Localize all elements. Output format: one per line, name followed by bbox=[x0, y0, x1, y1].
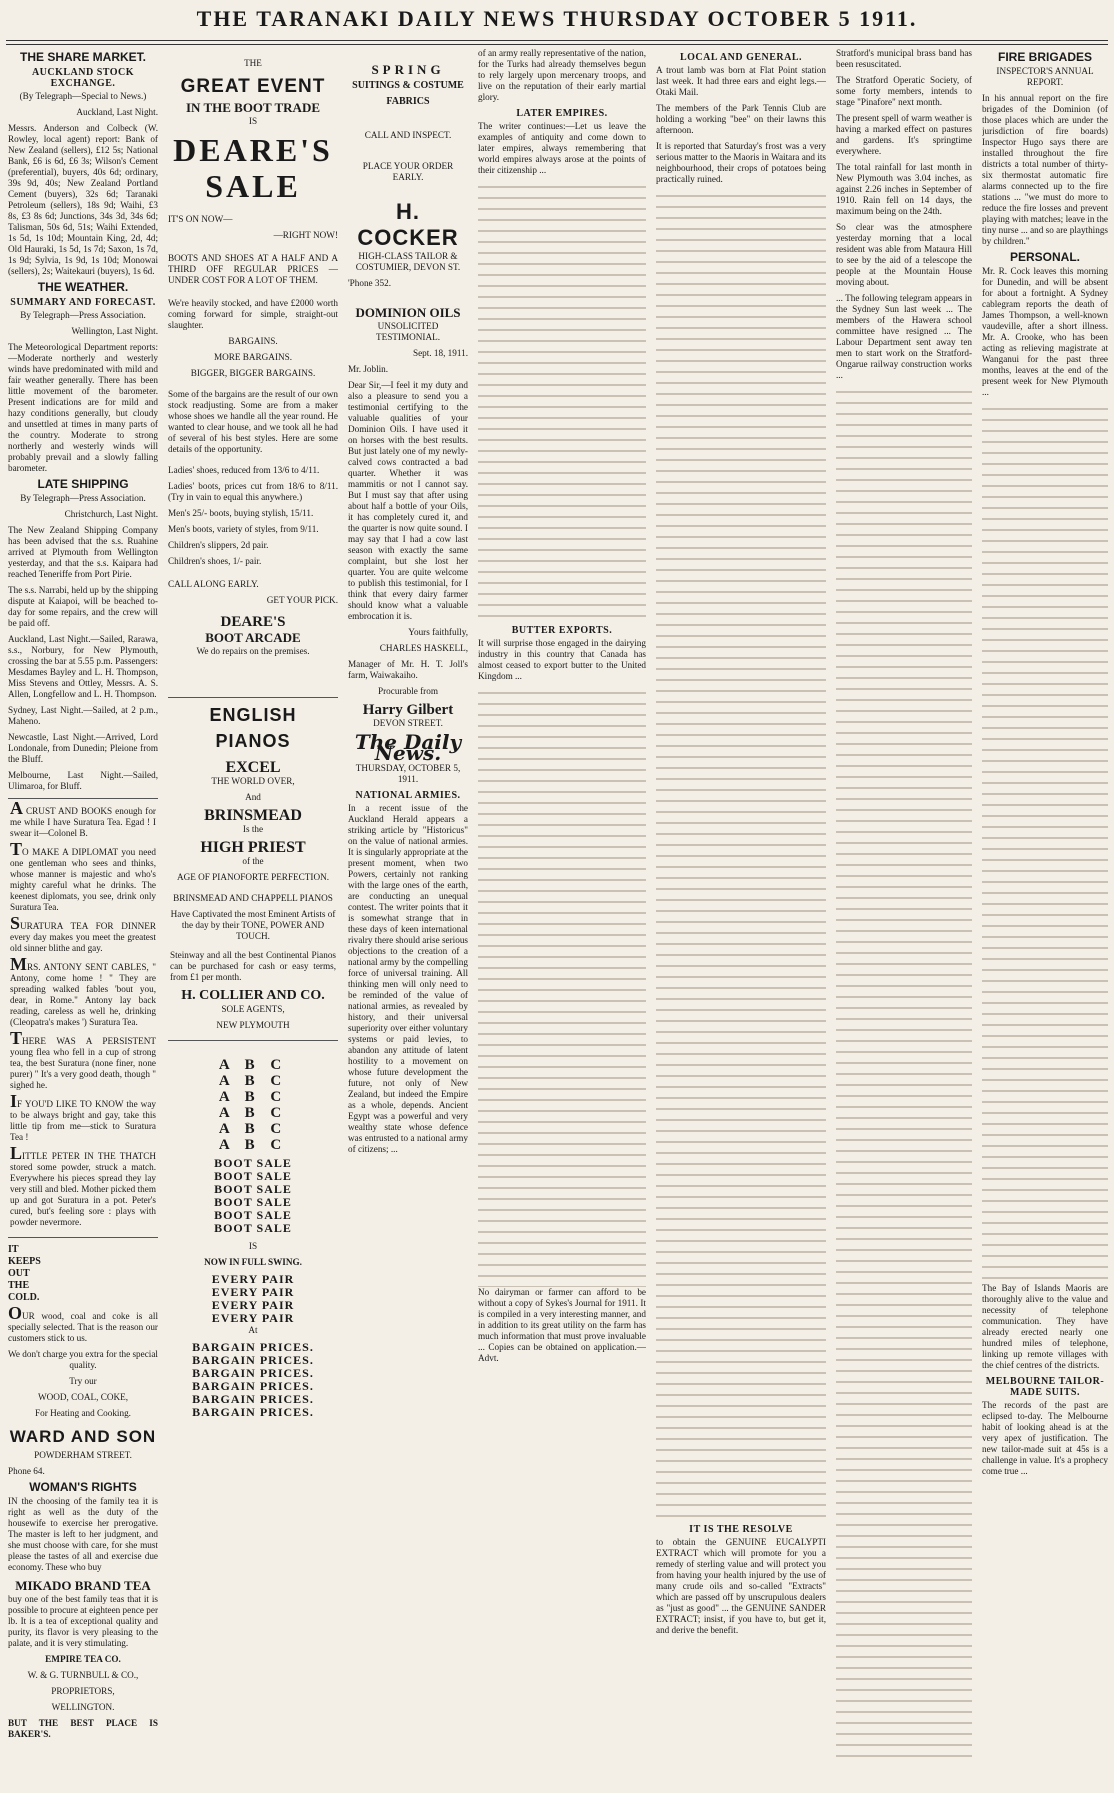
later-empires-body: The writer continues:—Let us leave the examples of antiquity and come down to later empires, always remembering that world empires always arose at the points of their citizenship ... bbox=[478, 121, 646, 175]
column-1 bbox=[8, 48, 158, 1786]
price-item: Ladies' shoes, reduced from 13/6 to 4/11. bbox=[168, 465, 320, 475]
stocked-note: We're heavily stocked, and have £2000 worth coming forward for simple, straight-out slaughter. bbox=[168, 298, 338, 330]
bargains: BARGAINS. bbox=[228, 336, 278, 346]
cocker-name: H. COCKER bbox=[357, 199, 459, 250]
article-text-block bbox=[656, 190, 826, 1520]
harry-gilbert: Harry Gilbert bbox=[362, 702, 454, 718]
personal-heading: PERSONAL. bbox=[1009, 250, 1080, 264]
get-pick: GET YOUR PICK. bbox=[266, 595, 338, 605]
local-item: It is reported that Saturday's frost was a very serious matter to the Maoris in Waitara and its neighbourhood, their crops of potatoes being practically ruined. bbox=[656, 141, 826, 184]
melbourne-suits-body: The records of the past are eclipsed to-day. The Melbourne habit of looking ahead is at the very apex of justification. The new tailor-made suit at 45s is a challenge in value. It's a prophecy come true ... bbox=[982, 1400, 1108, 1476]
later-empires-heading: LATER EMPIRES. bbox=[516, 108, 608, 119]
butter-exports-heading: BUTTER EXPORTS. bbox=[511, 625, 613, 636]
local-item: So clear was the atmosphere yesterday morning that a local resident was able from Mataura Hill to see by the aid of a telescope the people at the Mountain House moving about. bbox=[836, 222, 972, 287]
empire-tea: EMPIRE TEA CO. bbox=[45, 1654, 121, 1664]
abc-line: A B C bbox=[218, 1089, 288, 1105]
steinway: Steinway and all the best Continental Pianos can be purchased for cash or easy terms, from £1 per month. bbox=[170, 950, 336, 982]
english-pianos: ENGLISH PIANOS bbox=[209, 705, 297, 751]
boot-sale-line: BOOT SALE bbox=[214, 1208, 292, 1222]
coal-ad-for: For Heating and Cooking. bbox=[35, 1408, 131, 1418]
boot-sale-stack bbox=[168, 1157, 338, 1235]
abc-stack bbox=[168, 1057, 338, 1153]
tea-ad: THERE WAS A PERSISTENT young flea who fell in a cup of strong tea, the best Suratura (none finer, none purer) " It's a very good death, though " sighed he. bbox=[10, 1028, 156, 1090]
world-over: THE WORLD OVER, bbox=[211, 776, 295, 786]
testimonial-signoff: Yours faithfully, bbox=[408, 627, 468, 637]
ward-phone: Phone 64. bbox=[8, 1466, 45, 1476]
tea-ad: SURATURA TEA FOR DINNER every day makes you meet the greatest old sinner blithe and gay. bbox=[10, 913, 156, 953]
abc-line: A B C bbox=[218, 1137, 288, 1153]
womans-rights-body: IN the choosing of the family tea it is right as well as the duty of the housewife to exercise her prerogative. The master is left to her judgment, and she must choose with care, for she must please the tastes of all and exercise due economy. These who buy bbox=[8, 1496, 158, 1572]
is-the: Is the bbox=[242, 824, 264, 834]
price-item: Ladies' boots, prices cut from 18/6 to 8/11. (Try in vain to equal this anywhere.) bbox=[168, 481, 338, 502]
mikado-brand: MIKADO BRAND TEA bbox=[15, 1578, 151, 1593]
shipping-heading: LATE SHIPPING bbox=[37, 477, 129, 491]
national-armies-body: In a recent issue of the Auckland Herald appears a striking article by "Historicus" on the value of national armies. It is singularly appropriate at the present moment, when two Powers, certainly not ranking with the large ones of the earth, are conducting an unequal contest. The writer points that it is somewhat strange that in these days of keen international rivalry there should arise serious objections to the creation of a national army by the compelling force of universal training. All thinking men will only need to be reminded of the value of national armies, as revealed by history, and their universal superiority over either voluntary systems or paid levies, to abandon any attitude of latent hostility to a movement on whose future development the future, not only of New Zealand, but indeed the Empire as a whole, depends. Ancient Egypt was a powerful and very wealthy state whose defence was entrusted to a national army of citizens; ... bbox=[348, 803, 468, 1154]
boot-sale-line: BOOT SALE bbox=[214, 1169, 292, 1183]
share-dateline: Auckland, Last Night. bbox=[76, 107, 158, 117]
boot-trade: IN THE BOOT TRADE bbox=[185, 100, 321, 115]
local-item: The present spell of warm weather is having a marked effect on pastures and gardens. It's springtime everywhere. bbox=[836, 113, 972, 156]
of-the: of the bbox=[242, 856, 264, 866]
testimonial-addressee: Mr. Joblin. bbox=[348, 364, 389, 374]
shipping-paragraph: Melbourne, Last Night.—Sailed, Ulimaroa, for Bluff. bbox=[8, 770, 158, 791]
column-7 bbox=[982, 48, 1108, 1786]
local-general-heading: LOCAL AND GENERAL. bbox=[679, 52, 803, 63]
boots-offer: BOOTS AND SHOES AT A HALF AND A THIRD OFF REGULAR PRICES — UNDER COST FOR A LOT OF THEM. bbox=[168, 253, 338, 285]
boot-sale-line: BOOT SALE bbox=[214, 1182, 292, 1196]
boot-sale-line: BOOT SALE bbox=[214, 1195, 292, 1209]
abc-line: A B C bbox=[218, 1105, 288, 1121]
arcade-subname: BOOT ARCADE bbox=[205, 630, 301, 645]
coal-ad-slogan: COLD. bbox=[8, 1292, 40, 1303]
column-5 bbox=[656, 48, 826, 1786]
tea-ad: A CRUST AND BOOKS enough for me while I have Suratura Tea. Egad ! I swear it—Colonel B. bbox=[10, 798, 156, 838]
local-item: ... The following telegram appears in the Sydney Sun last week ... The members of the Hawera school committee have resigned ... The Labour Department sent away ten men to start work on the Stratford-Ongarue railway construction works ... bbox=[836, 293, 972, 380]
sale-is: IS bbox=[248, 1241, 258, 1251]
bargain-price-line: BARGAIN PRICES. bbox=[192, 1366, 314, 1380]
cocker-phone: 'Phone 352. bbox=[348, 278, 391, 288]
shipping-paragraph: Sydney, Last Night.—Sailed, at 2 p.m., Maheno. bbox=[8, 705, 158, 726]
national-armies-heading: NATIONAL ARMIES. bbox=[355, 790, 461, 801]
share-market-heading: THE SHARE MARKET. bbox=[19, 50, 146, 64]
melbourne-suits-heading: MELBOURNE TAILOR-MADE SUITS. bbox=[985, 1376, 1105, 1398]
local-item: A trout lamb was born at Flat Point station last week. It had three ears and eight legs.—Otaki Mail. bbox=[656, 65, 826, 97]
suitings-heading: SUITINGS & COSTUME bbox=[352, 80, 464, 91]
coal-ad-items: WOOD, COAL, COKE, bbox=[37, 1392, 129, 1402]
every-pair-line: EVERY PAIR bbox=[211, 1311, 295, 1325]
editorial-dateline: THURSDAY, OCTOBER 5, 1911. bbox=[355, 763, 461, 784]
tea-ad: TO MAKE A DIPLOMAT you need one gentleman who sees and thinks, whose manner is majestic and who's mighty careful what he drinks. The keenest diplomats, you see, drink only Suratura Tea. bbox=[10, 839, 156, 912]
column-4 bbox=[478, 48, 646, 1786]
coal-ad-slogan: THE bbox=[8, 1280, 30, 1291]
column-2 bbox=[168, 48, 338, 1786]
price-item: Children's slippers, 2d pair. bbox=[168, 540, 269, 550]
armies-continued: of an army really representative of the nation, for the Turks had already themselves begun to rely largely upon mercenary troops, and live on the reputation of their early martial glory. bbox=[478, 48, 646, 102]
local-item: Stratford's municipal brass band has been resuscitated. bbox=[836, 48, 972, 69]
pianoforte-age: AGE OF PIANOFORTE PERFECTION. bbox=[176, 872, 330, 882]
suratura-ads bbox=[8, 798, 158, 1238]
abc-line: A B C bbox=[218, 1073, 288, 1089]
bay-of-islands: The Bay of Islands Maoris are thoroughly alive to the value and necessity of telephone communication. They have already erected nearly one hundred miles of telephone, linking up remote villages with the chief centres of the districts. bbox=[982, 1283, 1108, 1370]
shipping-source: By Telegraph—Press Association. bbox=[20, 493, 146, 503]
sole-agents: SOLE AGENTS, bbox=[221, 1004, 285, 1014]
daily-news-title: The Daily News. bbox=[354, 730, 462, 765]
every-pair-stack bbox=[168, 1273, 338, 1325]
masthead: THE TARANAKI DAILY NEWS THURSDAY OCTOBER 5 1911. bbox=[196, 6, 918, 31]
personal-body: Mr. R. Cock leaves this morning for Dunedin, and will be absent for about a fortnight. A Sydney cablegram reports the death of James Thompson, a well-known vaudeville, after a short illness. Mr. A. Crooke, who has been acting as relieving magistrate at Wanganui for the past three months, leaves at the end of the present week for New Plymouth ... bbox=[982, 266, 1108, 397]
article-text-block bbox=[982, 403, 1108, 1283]
ward-address: POWDERHAM STREET. bbox=[34, 1450, 132, 1460]
coal-ad-slogan: KEEPS bbox=[8, 1256, 41, 1267]
abc-line: A B C bbox=[218, 1121, 288, 1137]
shipping-paragraph: The s.s. Narrabi, held up by the shipping dispute at Kaiapoi, will be beached to-day for some repairs, and the crew will be paid off. bbox=[8, 585, 158, 628]
brinsmead: BRINSMEAD bbox=[204, 807, 302, 824]
bakers-tagline: BUT THE BEST PLACE IS BAKER'S. bbox=[8, 1718, 158, 1739]
great-event: GREAT EVENT bbox=[180, 76, 326, 97]
shipping-paragraph: Newcastle, Last Night.—Arrived, Lord Londonale, from Dunedin; Pleione from the Bluff. bbox=[8, 732, 158, 764]
chappell: BRINSMEAD AND CHAPPELL PIANOS bbox=[173, 893, 333, 903]
procurable: Procurable from bbox=[378, 686, 438, 696]
weather-subheading: SUMMARY AND FORECAST. bbox=[10, 297, 156, 308]
masthead-rule-top bbox=[6, 40, 1108, 41]
coal-ad-slogan: OUT bbox=[8, 1268, 30, 1279]
call-early: CALL ALONG EARLY. bbox=[168, 579, 259, 589]
article-text-block bbox=[478, 687, 646, 1287]
fire-brigades-body: In his annual report on the fire brigades of the Dominion (of those places which are under the jurisdiction of fire boards) Inspector Hugo says there are installed throughout the fire districts a total number of thirty-six thermostat automatic fire alarms connected up to the fire stations ... "we must do more to reduce the fire losses and prevent playing with matches; leave in the tiny nurse ... and so are playthings by children." bbox=[982, 93, 1108, 246]
tea-ad: IF YOU'D LIKE TO KNOW the way to be always bright and gay, take this little tip from me—stick to Suratura Tea ! bbox=[10, 1091, 156, 1142]
mikado-body: buy one of the best family teas that it is possible to procure at eighteen pence per lb. It is a tea of exceptional quality and purity, its flavor is very pleasing to the palate, and it is very stimulating. bbox=[8, 1594, 158, 1648]
boot-sale-line: BOOT SALE bbox=[214, 1221, 292, 1235]
sale-right-now: —RIGHT NOW! bbox=[273, 230, 338, 240]
at: At bbox=[248, 1325, 258, 1335]
price-item: Children's shoes, 1/- pair. bbox=[168, 556, 262, 566]
spring-heading: SPRING bbox=[371, 62, 445, 77]
ward-and-son: WARD AND SON bbox=[9, 1427, 157, 1446]
coal-ad-body: OUR wood, coal and coke is all specially selected. That is the reason our customers stick to us. bbox=[8, 1303, 158, 1343]
local-item: The Stratford Operatic Society, of some forty members, intends to stage "Pinafore" next month. bbox=[836, 75, 972, 107]
empire-tea-city: WELLINGTON. bbox=[51, 1702, 115, 1712]
weather-dateline: Wellington, Last Night. bbox=[71, 326, 158, 336]
call-inspect: CALL AND INSPECT. bbox=[364, 130, 452, 140]
every-pair-line: EVERY PAIR bbox=[211, 1298, 295, 1312]
shipping-paragraph: The New Zealand Shipping Company has been advised that the s.s. Ruahine arrived at Plymouth from Wellington yesterday, and that the s.s. Kaipara had reached Teneriffe from Port Pirie. bbox=[8, 525, 158, 579]
more-bargains: MORE BARGAINS. bbox=[213, 352, 293, 362]
shipping-dateline: Christchurch, Last Night. bbox=[64, 509, 158, 519]
resolve-heading: IT IS THE RESOLVE bbox=[689, 1524, 793, 1535]
tea-ad: LITTLE PETER IN THE THATCH stored some powder, struck a match. Everywhere his pieces spread they lay very still and bled. Mother picked them up and got Suratura in a pot. Peter's cured, but's feeling sore : plays with powder nevermore. bbox=[10, 1143, 156, 1227]
abc-line: A B C bbox=[218, 1057, 288, 1073]
every-pair-line: EVERY PAIR bbox=[211, 1272, 295, 1286]
masthead-rule-bottom bbox=[6, 44, 1108, 45]
coal-ad-try: Try our bbox=[69, 1376, 97, 1386]
bargain-price-line: BARGAIN PRICES. bbox=[192, 1405, 314, 1419]
new-plymouth: NEW PLYMOUTH bbox=[216, 1020, 290, 1030]
bargain-price-line: BARGAIN PRICES. bbox=[192, 1340, 314, 1354]
bargain-details: Some of the bargains are the result of our own stock readjusting. Some are from a maker whose shoes we handle all the year round. He wanted to clear house, and we took all he had of several of his best styles. Here are some details of the opportunity. bbox=[168, 389, 338, 454]
bigger-bargains: BIGGER, BIGGER BARGAINS. bbox=[190, 368, 316, 378]
boot-sale-line: BOOT SALE bbox=[214, 1156, 292, 1170]
dairy-journal-ad: No dairyman or farmer can afford to be without a copy of Sykes's Journal for 1911. It is compiled in a very interesting manner, and in addition to its great utility on the farm has much information that must prove invaluable ... Copies can be obtained on application.—Advt. bbox=[478, 1287, 646, 1363]
column-6 bbox=[836, 48, 972, 1786]
column-3 bbox=[348, 48, 468, 1786]
butter-exports-body: It will surprise those engaged in the dairying industry in this country that Canada has almost ceased to export butter to the United Kingdom ... bbox=[478, 638, 646, 681]
empire-tea-proprietors: PROPRIETORS, bbox=[51, 1686, 115, 1696]
repairs-note: We do repairs on the premises. bbox=[196, 646, 310, 656]
article-text-block bbox=[478, 181, 646, 621]
share-report: Messrs. Anderson and Colbeck (W. Rowley, local agent) report: Bank of New Zealand (sellers), £12 5s; National Bank, £6 is 6d, £6 3s; Wilson's Cement (preferential), buyers, 40s 6d; ordinary, 39s 9d, 40s; New Zealand Portland Cement (buyers), 32s 6d; Taranaki Petroleum (sellers), 18s 9d; Waihi, £3 8s, £3 8s 6d; Junctions, 34s 3d, 34s 6d; Talisman, 50s 6d, 51s; Waihi Extended, 1s 5d, 1s 10d; Mountain King, 2d, 4d; Old Hauraki, 1s 5d, 1s 7d; Saxon, 1s 7d, 1s 9d; Sylvia, 1s 9d, 1s 10d; Monowai (sellers), 2s; Waitekauri (buyers), 1s 6d. bbox=[8, 123, 158, 276]
weather-report: The Meteorological Department reports:—Moderate northerly and westerly winds have predominated with mild and fair weather generally. There has been little movement of the barometer. Present indications are for mild and hazy conditions generally, but cloudy and unsettled at times in many parts of the country. Moderate to strong northerly and westerly winds will probably prevail and a slowly falling barometer. bbox=[8, 342, 158, 473]
share-source: (By Telegraph—Special to News.) bbox=[19, 91, 147, 101]
coal-ad-slogan: IT bbox=[8, 1244, 19, 1255]
local-item: The members of the Park Tennis Club are holding a working "bee" on their lawns this afternoon. bbox=[656, 103, 826, 135]
resolve-body: to obtain the GENUINE EUCALYPTI EXTRACT which will promote for you a remedy of sterling value and will protect you from having your health injured by the use of many crude oils and so-called "Extracts" which are passed off by unscrupulous dealers as "just as good" ... the GENUINE SANDER EXTRACT; insist, if you have to, but get it, and derive the benefit. bbox=[656, 1537, 826, 1635]
devon-street: DEVON STREET. bbox=[373, 718, 443, 728]
testimonial-heading: UNSOLICITED TESTIMONIAL. bbox=[375, 321, 441, 342]
deares-the: THE bbox=[244, 58, 262, 68]
piano-ad bbox=[168, 697, 338, 1041]
share-exchange-subheading: AUCKLAND STOCK EXCHANGE. bbox=[31, 67, 135, 89]
coal-ad bbox=[8, 1244, 158, 1304]
every-pair-line: EVERY PAIR bbox=[211, 1285, 295, 1299]
article-text-block bbox=[836, 386, 972, 1766]
coal-ad-body: We don't charge you extra for the special quality. bbox=[8, 1349, 158, 1370]
fabrics-heading: FABRICS bbox=[386, 96, 430, 107]
price-item: Men's 25/- boots, buying stylish, 15/11. bbox=[168, 508, 314, 518]
place-order: PLACE YOUR ORDER EARLY. bbox=[362, 161, 454, 182]
bargain-prices-stack bbox=[168, 1341, 338, 1419]
shipping-paragraph: Auckland, Last Night.—Sailed, Rarawa, s.s., Norbury, for New Plymouth, crossing the bar at 5.55 p.m. Passengers: Mesdames Bayley and L. H. Thompson, Miss Stevens and Ottley, Messrs. A. S. Allen, Longfellow and L. H. Thompson. bbox=[8, 634, 158, 699]
bargain-price-line: BARGAIN PRICES. bbox=[192, 1353, 314, 1367]
excel: EXCEL bbox=[225, 759, 281, 776]
high-priest: HIGH PRIEST bbox=[200, 839, 306, 856]
captivated: Have Captivated the most Eminent Artists of the day by their TONE, POWER AND TOUCH. bbox=[170, 909, 336, 941]
deares-title: DEARE'S bbox=[173, 132, 333, 168]
bargain-price-line: BARGAIN PRICES. bbox=[192, 1392, 314, 1406]
arcade-name: DEARE'S bbox=[220, 614, 286, 630]
fire-brigades-heading: FIRE BRIGADES bbox=[997, 50, 1092, 64]
womans-rights-heading: WOMAN'S RIGHTS bbox=[29, 1480, 137, 1494]
testimonial-role: Manager of Mr. H. T. Joll's farm, Waiwakaiho. bbox=[348, 659, 468, 680]
testimonial-date: Sept. 18, 1911. bbox=[412, 348, 468, 358]
weather-source: By Telegraph—Press Association. bbox=[20, 310, 146, 320]
bargain-price-line: BARGAIN PRICES. bbox=[192, 1379, 314, 1393]
dominion-oils: DOMINION OILS bbox=[355, 305, 461, 320]
price-item: Men's boots, variety of styles, from 9/11. bbox=[168, 524, 319, 534]
tea-ad: MRS. ANTONY SENT CABLES, " Antony, come home ! " They are spreading walked fables 'bout you, dear, in Rome." Antony lay back reading, careless as well he, drinking (Cleopatra's makes ') Suratura Tea. bbox=[10, 954, 156, 1027]
cocker-trade: HIGH-CLASS TAILOR & COSTUMIER, DEVON ST. bbox=[355, 251, 461, 272]
local-item: The total rainfall for last month in New Plymouth was 3.04 inches, as against 2.26 inches in September of 1910. Rain fell on 14 days, the maximum being on the 24th. bbox=[836, 162, 972, 216]
collier: H. COLLIER AND CO. bbox=[181, 988, 325, 1003]
empire-tea-owners: W. & G. TURNBULL & CO., bbox=[27, 1670, 139, 1680]
inspector-report-heading: INSPECTOR'S ANNUAL REPORT. bbox=[996, 66, 1094, 87]
and: And bbox=[245, 792, 261, 802]
full-swing: NOW IN FULL SWING. bbox=[204, 1257, 302, 1267]
sale-now: IT'S ON NOW— bbox=[168, 214, 233, 224]
sale-title: SALE bbox=[205, 168, 301, 204]
weather-heading: THE WEATHER. bbox=[37, 280, 129, 294]
testimonial-letter: Dear Sir,—I feel it my duty and also a pleasure to send you a testimonial certifying to the valuable qualities of your Dominion Oils. I have used it on horses with the best results. But just lately one of my newly-calved cows contracted a bad quarter. Whether it was mammitis or not I cannot say. But I must say that after using about half a bottle of your Oils, it has completely cured it, and the quarter is now quite sound. I may say that I had a cow last season with exactly the same complaint, but she lost her quarter. You are quite welcome to publish this testimonial, for I think that every dairy farmer should know what a valuable embrocation it is. bbox=[348, 380, 468, 621]
deares-is: IS bbox=[248, 116, 258, 126]
testimonial-signature: CHARLES HASKELL, bbox=[379, 643, 468, 653]
